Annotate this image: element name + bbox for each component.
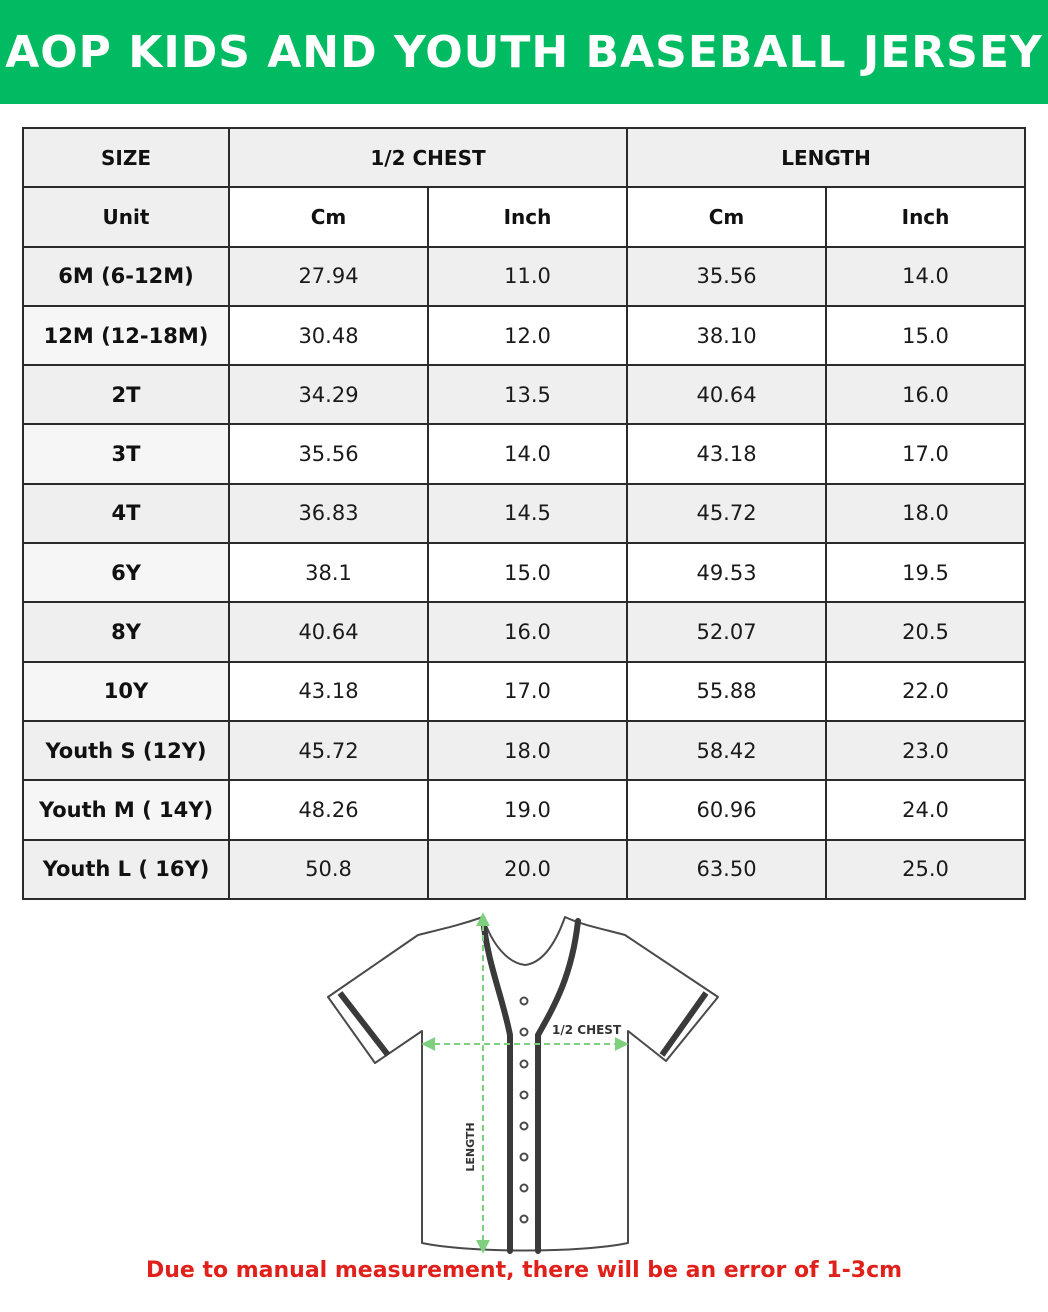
length-inch-cell: 25.0 xyxy=(826,840,1025,899)
chest-inch-cell: 13.5 xyxy=(428,365,627,424)
length-inch-cell: 23.0 xyxy=(826,721,1025,780)
chest-cm-cell: 27.94 xyxy=(229,247,428,306)
length-cm-cell: 38.10 xyxy=(627,306,826,365)
page-title: AOP KIDS AND YOUTH BASEBALL JERSEY xyxy=(5,26,1043,78)
size-cell: 3T xyxy=(23,424,229,483)
size-cell: 2T xyxy=(23,365,229,424)
size-cell: 10Y xyxy=(23,662,229,721)
table-header-row xyxy=(23,128,1025,187)
size-cell: 6M (6-12M) xyxy=(23,247,229,306)
size-cell: Youth L ( 16Y) xyxy=(23,840,229,899)
chest-header: 1/2 CHEST xyxy=(229,128,627,187)
length-cm-cell: 52.07 xyxy=(627,602,826,661)
chest-inch-cell: 14.5 xyxy=(428,484,627,543)
chest-inch-cell: 14.0 xyxy=(428,424,627,483)
chest-cm-cell: 35.56 xyxy=(229,424,428,483)
unit-label: Unit xyxy=(23,187,229,246)
size-cell: Youth S (12Y) xyxy=(23,721,229,780)
chest-inch-cell: 18.0 xyxy=(428,721,627,780)
chest-label: 1/2 CHEST xyxy=(552,1023,622,1037)
jersey-diagram xyxy=(320,905,730,1260)
chest-inch-cell: 15.0 xyxy=(428,543,627,602)
chest-inch-cell: 16.0 xyxy=(428,602,627,661)
size-cell: 6Y xyxy=(23,543,229,602)
unit-chest-inch: Inch xyxy=(428,187,627,246)
length-inch-cell: 14.0 xyxy=(826,247,1025,306)
table-row xyxy=(23,365,1025,424)
size-cell: Youth M ( 14Y) xyxy=(23,780,229,839)
unit-length-inch: Inch xyxy=(826,187,1025,246)
size-cell: 4T xyxy=(23,484,229,543)
length-inch-cell: 18.0 xyxy=(826,484,1025,543)
chest-cm-cell: 40.64 xyxy=(229,602,428,661)
title-banner xyxy=(0,0,1048,104)
chest-inch-cell: 19.0 xyxy=(428,780,627,839)
table-row xyxy=(23,484,1025,543)
length-header: LENGTH xyxy=(627,128,1025,187)
length-cm-cell: 58.42 xyxy=(627,721,826,780)
length-inch-cell: 24.0 xyxy=(826,780,1025,839)
length-cm-cell: 49.53 xyxy=(627,543,826,602)
chest-cm-cell: 36.83 xyxy=(229,484,428,543)
table-row xyxy=(23,662,1025,721)
chest-cm-cell: 30.48 xyxy=(229,306,428,365)
table-row xyxy=(23,247,1025,306)
length-cm-cell: 43.18 xyxy=(627,424,826,483)
size-cell: 12M (12-18M) xyxy=(23,306,229,365)
measurement-note: Due to manual measurement, there will be an error of 1-3cm xyxy=(145,1258,903,1283)
size-cell: 8Y xyxy=(23,602,229,661)
length-cm-cell: 45.72 xyxy=(627,484,826,543)
table-row xyxy=(23,602,1025,661)
length-inch-cell: 15.0 xyxy=(826,306,1025,365)
chest-cm-cell: 50.8 xyxy=(229,840,428,899)
table-row xyxy=(23,721,1025,780)
table-body xyxy=(23,247,1025,899)
length-inch-cell: 17.0 xyxy=(826,424,1025,483)
length-cm-cell: 35.56 xyxy=(627,247,826,306)
length-inch-cell: 19.5 xyxy=(826,543,1025,602)
size-chart-table xyxy=(22,127,1026,900)
length-label: LENGTH xyxy=(464,1122,477,1172)
unit-chest-cm: Cm xyxy=(229,187,428,246)
length-inch-cell: 20.5 xyxy=(826,602,1025,661)
length-cm-cell: 55.88 xyxy=(627,662,826,721)
length-cm-cell: 40.64 xyxy=(627,365,826,424)
chest-cm-cell: 45.72 xyxy=(229,721,428,780)
chest-cm-cell: 34.29 xyxy=(229,365,428,424)
unit-length-cm: Cm xyxy=(627,187,826,246)
table-row xyxy=(23,306,1025,365)
chest-inch-cell: 20.0 xyxy=(428,840,627,899)
table-row xyxy=(23,840,1025,899)
length-inch-cell: 16.0 xyxy=(826,365,1025,424)
table-row xyxy=(23,543,1025,602)
size-header: SIZE xyxy=(23,128,229,187)
chest-inch-cell: 12.0 xyxy=(428,306,627,365)
chest-cm-cell: 38.1 xyxy=(229,543,428,602)
unit-row xyxy=(23,187,1025,246)
jersey-outline xyxy=(328,917,718,1251)
chest-cm-cell: 48.26 xyxy=(229,780,428,839)
length-inch-cell: 22.0 xyxy=(826,662,1025,721)
chest-cm-cell: 43.18 xyxy=(229,662,428,721)
chest-inch-cell: 17.0 xyxy=(428,662,627,721)
length-cm-cell: 60.96 xyxy=(627,780,826,839)
length-cm-cell: 63.50 xyxy=(627,840,826,899)
chest-inch-cell: 11.0 xyxy=(428,247,627,306)
table-row xyxy=(23,780,1025,839)
table-row xyxy=(23,424,1025,483)
